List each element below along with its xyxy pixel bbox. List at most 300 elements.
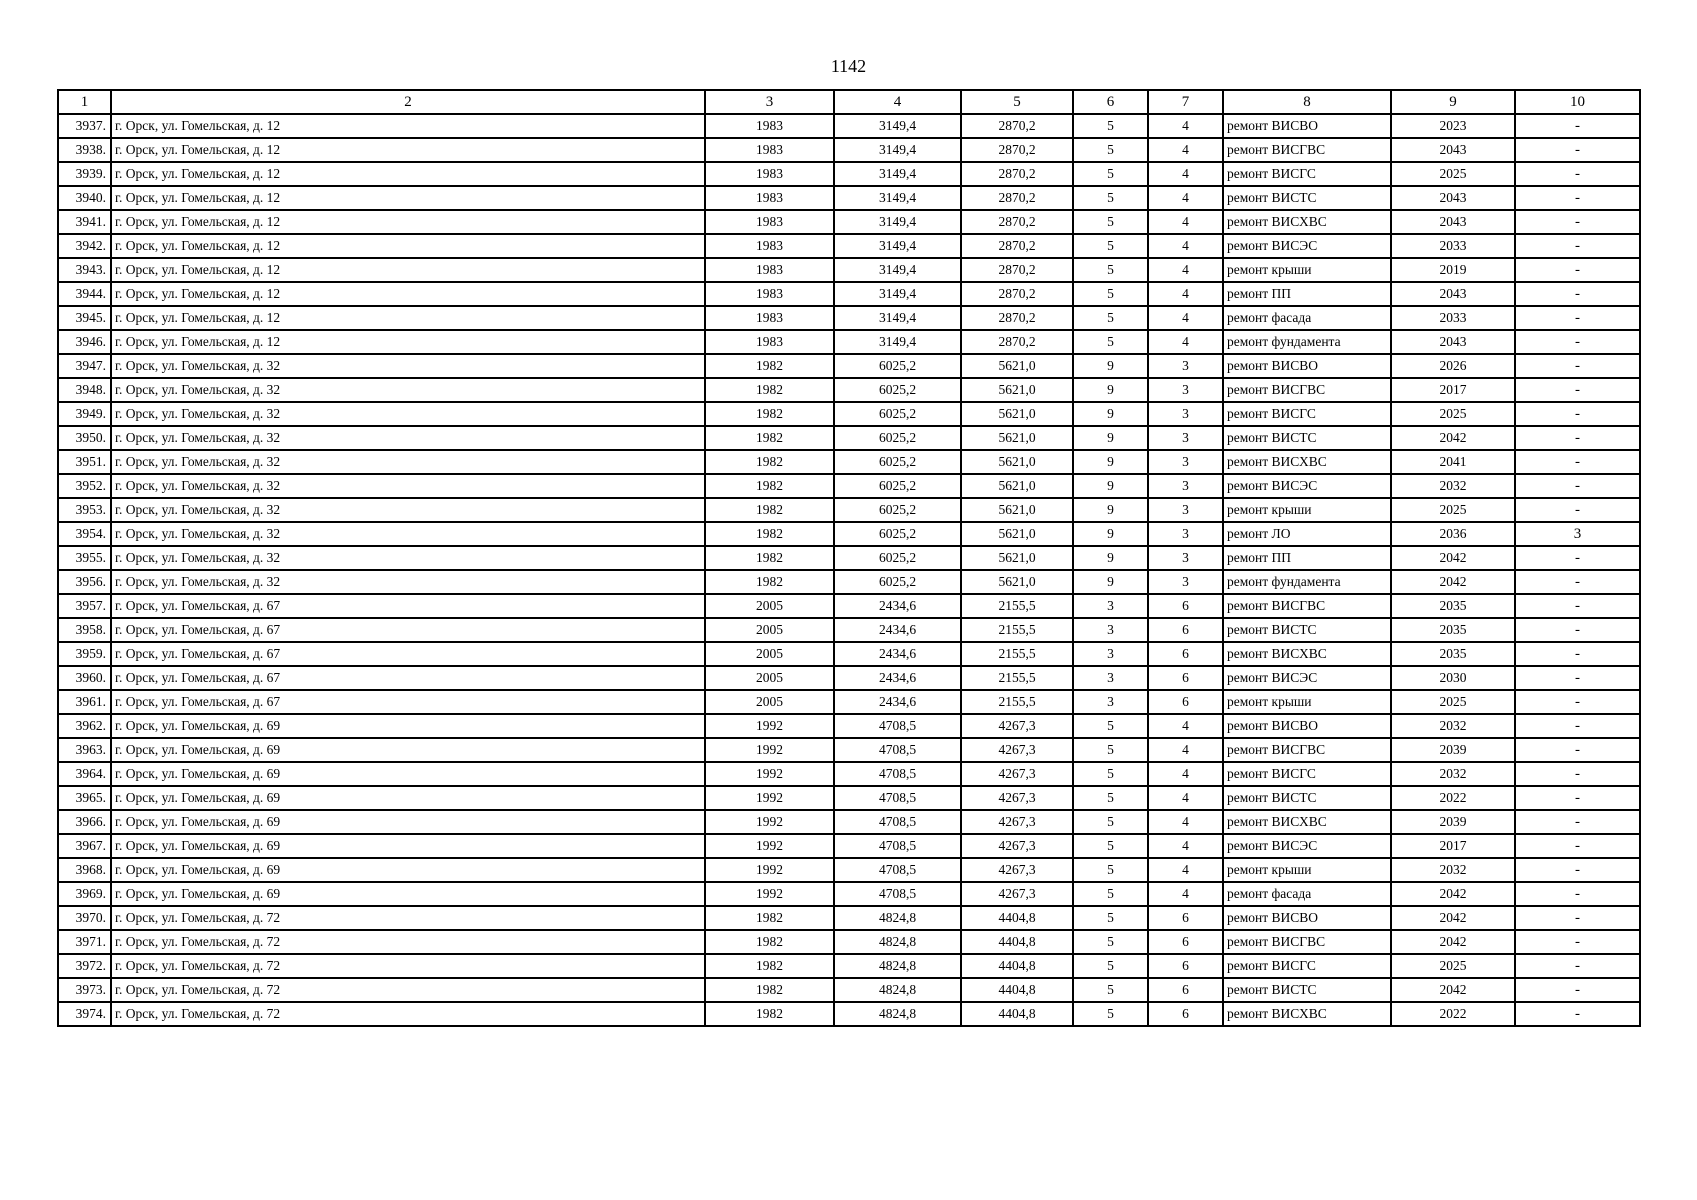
note-cell: - [1515, 810, 1640, 834]
total-area-cell: 3149,4 [834, 234, 961, 258]
entrances-cell: 4 [1148, 138, 1223, 162]
entrances-cell: 3 [1148, 354, 1223, 378]
entrances-cell: 4 [1148, 114, 1223, 138]
row-number-cell: 3948. [58, 378, 111, 402]
build-year-cell: 1982 [705, 426, 834, 450]
note-cell: - [1515, 402, 1640, 426]
floors-cell: 3 [1073, 594, 1148, 618]
note-cell: - [1515, 786, 1640, 810]
floors-cell: 5 [1073, 258, 1148, 282]
floors-cell: 5 [1073, 306, 1148, 330]
address-cell: г. Орск, ул. Гомельская, д. 12 [111, 330, 705, 354]
note-cell: - [1515, 354, 1640, 378]
build-year-cell: 1983 [705, 138, 834, 162]
planned-year-cell: 2032 [1391, 474, 1515, 498]
address-cell: г. Орск, ул. Гомельская, д. 12 [111, 114, 705, 138]
work-type-cell: ремонт ЛО [1223, 522, 1391, 546]
column-header: 10 [1515, 90, 1640, 114]
address-cell: г. Орск, ул. Гомельская, д. 12 [111, 282, 705, 306]
total-area-cell: 3149,4 [834, 330, 961, 354]
work-type-cell: ремонт ВИСГС [1223, 954, 1391, 978]
living-area-cell: 4404,8 [961, 978, 1073, 1002]
entrances-cell: 4 [1148, 858, 1223, 882]
table-row [58, 666, 1640, 690]
build-year-cell: 1992 [705, 786, 834, 810]
planned-year-cell: 2042 [1391, 978, 1515, 1002]
row-number-cell: 3965. [58, 786, 111, 810]
build-year-cell: 1992 [705, 738, 834, 762]
total-area-cell: 3149,4 [834, 282, 961, 306]
floors-cell: 9 [1073, 402, 1148, 426]
total-area-cell: 4824,8 [834, 954, 961, 978]
total-area-cell: 3149,4 [834, 138, 961, 162]
row-number-cell: 3968. [58, 858, 111, 882]
column-header: 4 [834, 90, 961, 114]
planned-year-cell: 2019 [1391, 258, 1515, 282]
address-cell: г. Орск, ул. Гомельская, д. 69 [111, 762, 705, 786]
work-type-cell: ремонт ВИСГС [1223, 162, 1391, 186]
living-area-cell: 2870,2 [961, 258, 1073, 282]
row-number-cell: 3950. [58, 426, 111, 450]
total-area-cell: 6025,2 [834, 354, 961, 378]
build-year-cell: 1992 [705, 714, 834, 738]
address-cell: г. Орск, ул. Гомельская, д. 32 [111, 570, 705, 594]
total-area-cell: 3149,4 [834, 210, 961, 234]
table-row [58, 882, 1640, 906]
entrances-cell: 4 [1148, 882, 1223, 906]
column-header: 2 [111, 90, 705, 114]
entrances-cell: 4 [1148, 306, 1223, 330]
table-row [58, 426, 1640, 450]
address-cell: г. Орск, ул. Гомельская, д. 32 [111, 450, 705, 474]
column-header: 3 [705, 90, 834, 114]
note-cell: - [1515, 186, 1640, 210]
row-number-cell: 3974. [58, 1002, 111, 1026]
total-area-cell: 3149,4 [834, 162, 961, 186]
work-type-cell: ремонт ВИСТС [1223, 186, 1391, 210]
work-type-cell: ремонт ВИСГВС [1223, 738, 1391, 762]
entrances-cell: 3 [1148, 546, 1223, 570]
floors-cell: 5 [1073, 978, 1148, 1002]
build-year-cell: 1983 [705, 306, 834, 330]
planned-year-cell: 2035 [1391, 618, 1515, 642]
floors-cell: 5 [1073, 282, 1148, 306]
entrances-cell: 6 [1148, 594, 1223, 618]
floors-cell: 5 [1073, 954, 1148, 978]
table-row [58, 402, 1640, 426]
row-number-cell: 3953. [58, 498, 111, 522]
build-year-cell: 1983 [705, 330, 834, 354]
column-header: 8 [1223, 90, 1391, 114]
table-row [58, 570, 1640, 594]
table-row [58, 762, 1640, 786]
work-type-cell: ремонт ВИСЭС [1223, 666, 1391, 690]
work-type-cell: ремонт ВИСЭС [1223, 474, 1391, 498]
planned-year-cell: 2025 [1391, 162, 1515, 186]
address-cell: г. Орск, ул. Гомельская, д. 32 [111, 378, 705, 402]
entrances-cell: 4 [1148, 714, 1223, 738]
work-type-cell: ремонт фасада [1223, 306, 1391, 330]
total-area-cell: 6025,2 [834, 498, 961, 522]
build-year-cell: 1982 [705, 498, 834, 522]
entrances-cell: 3 [1148, 522, 1223, 546]
work-type-cell: ремонт ВИСХВС [1223, 210, 1391, 234]
column-header: 9 [1391, 90, 1515, 114]
entrances-cell: 4 [1148, 762, 1223, 786]
total-area-cell: 6025,2 [834, 522, 961, 546]
total-area-cell: 6025,2 [834, 474, 961, 498]
total-area-cell: 3149,4 [834, 114, 961, 138]
table-row [58, 282, 1640, 306]
work-type-cell: ремонт ПП [1223, 546, 1391, 570]
planned-year-cell: 2023 [1391, 114, 1515, 138]
entrances-cell: 4 [1148, 234, 1223, 258]
note-cell: - [1515, 306, 1640, 330]
entrances-cell: 4 [1148, 258, 1223, 282]
living-area-cell: 2155,5 [961, 618, 1073, 642]
total-area-cell: 4708,5 [834, 882, 961, 906]
build-year-cell: 1982 [705, 546, 834, 570]
entrances-cell: 6 [1148, 666, 1223, 690]
planned-year-cell: 2043 [1391, 330, 1515, 354]
column-header: 5 [961, 90, 1073, 114]
note-cell: - [1515, 426, 1640, 450]
row-number-cell: 3972. [58, 954, 111, 978]
note-cell: - [1515, 738, 1640, 762]
work-type-cell: ремонт ВИСГВС [1223, 930, 1391, 954]
floors-cell: 5 [1073, 786, 1148, 810]
note-cell: - [1515, 546, 1640, 570]
entrances-cell: 3 [1148, 402, 1223, 426]
living-area-cell: 5621,0 [961, 426, 1073, 450]
note-cell: - [1515, 234, 1640, 258]
planned-year-cell: 2035 [1391, 642, 1515, 666]
work-type-cell: ремонт крыши [1223, 258, 1391, 282]
living-area-cell: 2870,2 [961, 210, 1073, 234]
entrances-cell: 4 [1148, 330, 1223, 354]
work-type-cell: ремонт ВИСХВС [1223, 642, 1391, 666]
entrances-cell: 4 [1148, 162, 1223, 186]
build-year-cell: 1992 [705, 834, 834, 858]
work-type-cell: ремонт фундамента [1223, 330, 1391, 354]
address-cell: г. Орск, ул. Гомельская, д. 32 [111, 354, 705, 378]
row-number-cell: 3949. [58, 402, 111, 426]
living-area-cell: 2870,2 [961, 306, 1073, 330]
row-number-cell: 3945. [58, 306, 111, 330]
build-year-cell: 2005 [705, 642, 834, 666]
total-area-cell: 6025,2 [834, 450, 961, 474]
note-cell: - [1515, 690, 1640, 714]
floors-cell: 3 [1073, 618, 1148, 642]
table-row [58, 858, 1640, 882]
planned-year-cell: 2017 [1391, 378, 1515, 402]
row-number-cell: 3951. [58, 450, 111, 474]
work-type-cell: ремонт крыши [1223, 498, 1391, 522]
row-number-cell: 3944. [58, 282, 111, 306]
living-area-cell: 2870,2 [961, 282, 1073, 306]
column-header: 1 [58, 90, 111, 114]
floors-cell: 5 [1073, 762, 1148, 786]
table-row [58, 186, 1640, 210]
build-year-cell: 1982 [705, 570, 834, 594]
planned-year-cell: 2039 [1391, 738, 1515, 762]
build-year-cell: 1983 [705, 186, 834, 210]
living-area-cell: 5621,0 [961, 450, 1073, 474]
build-year-cell: 1982 [705, 402, 834, 426]
note-cell: - [1515, 642, 1640, 666]
row-number-cell: 3967. [58, 834, 111, 858]
address-cell: г. Орск, ул. Гомельская, д. 69 [111, 810, 705, 834]
total-area-cell: 4708,5 [834, 738, 961, 762]
note-cell: - [1515, 1002, 1640, 1026]
living-area-cell: 4267,3 [961, 858, 1073, 882]
note-cell: - [1515, 954, 1640, 978]
work-type-cell: ремонт ВИСГВС [1223, 594, 1391, 618]
table-row [58, 618, 1640, 642]
entrances-cell: 4 [1148, 786, 1223, 810]
planned-year-cell: 2043 [1391, 186, 1515, 210]
note-cell: - [1515, 834, 1640, 858]
note-cell: - [1515, 498, 1640, 522]
address-cell: г. Орск, ул. Гомельская, д. 69 [111, 786, 705, 810]
row-number-cell: 3973. [58, 978, 111, 1002]
address-cell: г. Орск, ул. Гомельская, д. 32 [111, 498, 705, 522]
living-area-cell: 2870,2 [961, 234, 1073, 258]
work-type-cell: ремонт ВИСГС [1223, 762, 1391, 786]
build-year-cell: 1982 [705, 978, 834, 1002]
planned-year-cell: 2032 [1391, 858, 1515, 882]
note-cell: - [1515, 858, 1640, 882]
living-area-cell: 4267,3 [961, 714, 1073, 738]
living-area-cell: 4404,8 [961, 954, 1073, 978]
entrances-cell: 6 [1148, 930, 1223, 954]
note-cell: - [1515, 714, 1640, 738]
living-area-cell: 5621,0 [961, 474, 1073, 498]
table-row [58, 834, 1640, 858]
planned-year-cell: 2025 [1391, 954, 1515, 978]
note-cell: - [1515, 258, 1640, 282]
floors-cell: 9 [1073, 354, 1148, 378]
row-number-cell: 3954. [58, 522, 111, 546]
build-year-cell: 1982 [705, 930, 834, 954]
living-area-cell: 4267,3 [961, 882, 1073, 906]
entrances-cell: 6 [1148, 690, 1223, 714]
address-cell: г. Орск, ул. Гомельская, д. 12 [111, 138, 705, 162]
floors-cell: 9 [1073, 498, 1148, 522]
total-area-cell: 4824,8 [834, 906, 961, 930]
living-area-cell: 2155,5 [961, 666, 1073, 690]
address-cell: г. Орск, ул. Гомельская, д. 67 [111, 690, 705, 714]
planned-year-cell: 2042 [1391, 882, 1515, 906]
address-cell: г. Орск, ул. Гомельская, д. 72 [111, 978, 705, 1002]
table-row [58, 642, 1640, 666]
work-type-cell: ремонт фасада [1223, 882, 1391, 906]
row-number-cell: 3955. [58, 546, 111, 570]
table-row [58, 930, 1640, 954]
entrances-cell: 4 [1148, 834, 1223, 858]
floors-cell: 9 [1073, 378, 1148, 402]
living-area-cell: 2870,2 [961, 162, 1073, 186]
table-row [58, 114, 1640, 138]
table-row [58, 258, 1640, 282]
work-type-cell: ремонт ВИСВО [1223, 906, 1391, 930]
planned-year-cell: 2033 [1391, 234, 1515, 258]
row-number-cell: 3939. [58, 162, 111, 186]
planned-year-cell: 2042 [1391, 426, 1515, 450]
floors-cell: 5 [1073, 738, 1148, 762]
planned-year-cell: 2043 [1391, 138, 1515, 162]
planned-year-cell: 2022 [1391, 786, 1515, 810]
work-type-cell: ремонт ВИСВО [1223, 714, 1391, 738]
note-cell: - [1515, 930, 1640, 954]
address-cell: г. Орск, ул. Гомельская, д. 32 [111, 546, 705, 570]
table-row [58, 738, 1640, 762]
living-area-cell: 5621,0 [961, 546, 1073, 570]
floors-cell: 9 [1073, 522, 1148, 546]
build-year-cell: 1982 [705, 378, 834, 402]
address-cell: г. Орск, ул. Гомельская, д. 12 [111, 210, 705, 234]
build-year-cell: 1983 [705, 282, 834, 306]
work-type-cell: ремонт ВИСВО [1223, 114, 1391, 138]
table-row [58, 786, 1640, 810]
note-cell: - [1515, 114, 1640, 138]
living-area-cell: 5621,0 [961, 378, 1073, 402]
living-area-cell: 4267,3 [961, 810, 1073, 834]
build-year-cell: 2005 [705, 594, 834, 618]
note-cell: - [1515, 906, 1640, 930]
work-type-cell: ремонт ВИСГВС [1223, 378, 1391, 402]
floors-cell: 5 [1073, 810, 1148, 834]
repair-schedule-table [57, 89, 1641, 1027]
row-number-cell: 3966. [58, 810, 111, 834]
table-row [58, 306, 1640, 330]
planned-year-cell: 2030 [1391, 666, 1515, 690]
floors-cell: 5 [1073, 714, 1148, 738]
planned-year-cell: 2036 [1391, 522, 1515, 546]
row-number-cell: 3958. [58, 618, 111, 642]
work-type-cell: ремонт крыши [1223, 690, 1391, 714]
floors-cell: 5 [1073, 1002, 1148, 1026]
address-cell: г. Орск, ул. Гомельская, д. 12 [111, 162, 705, 186]
build-year-cell: 1982 [705, 474, 834, 498]
row-number-cell: 3947. [58, 354, 111, 378]
row-number-cell: 3963. [58, 738, 111, 762]
work-type-cell: ремонт ВИСВО [1223, 354, 1391, 378]
row-number-cell: 3960. [58, 666, 111, 690]
note-cell: - [1515, 666, 1640, 690]
build-year-cell: 1992 [705, 858, 834, 882]
entrances-cell: 6 [1148, 906, 1223, 930]
row-number-cell: 3938. [58, 138, 111, 162]
floors-cell: 9 [1073, 474, 1148, 498]
work-type-cell: ремонт ВИСТС [1223, 978, 1391, 1002]
row-number-cell: 3946. [58, 330, 111, 354]
note-cell: - [1515, 162, 1640, 186]
entrances-cell: 4 [1148, 810, 1223, 834]
floors-cell: 5 [1073, 330, 1148, 354]
floors-cell: 5 [1073, 162, 1148, 186]
note-cell: - [1515, 450, 1640, 474]
column-header: 6 [1073, 90, 1148, 114]
living-area-cell: 2870,2 [961, 330, 1073, 354]
floors-cell: 5 [1073, 858, 1148, 882]
planned-year-cell: 2026 [1391, 354, 1515, 378]
living-area-cell: 5621,0 [961, 522, 1073, 546]
entrances-cell: 4 [1148, 210, 1223, 234]
entrances-cell: 4 [1148, 282, 1223, 306]
floors-cell: 9 [1073, 570, 1148, 594]
address-cell: г. Орск, ул. Гомельская, д. 67 [111, 594, 705, 618]
floors-cell: 5 [1073, 834, 1148, 858]
living-area-cell: 5621,0 [961, 498, 1073, 522]
entrances-cell: 3 [1148, 474, 1223, 498]
build-year-cell: 1983 [705, 258, 834, 282]
build-year-cell: 1983 [705, 114, 834, 138]
total-area-cell: 4824,8 [834, 978, 961, 1002]
planned-year-cell: 2025 [1391, 402, 1515, 426]
floors-cell: 5 [1073, 114, 1148, 138]
address-cell: г. Орск, ул. Гомельская, д. 12 [111, 234, 705, 258]
table-row [58, 594, 1640, 618]
total-area-cell: 6025,2 [834, 570, 961, 594]
work-type-cell: ремонт ВИСЭС [1223, 834, 1391, 858]
total-area-cell: 4708,5 [834, 786, 961, 810]
total-area-cell: 2434,6 [834, 690, 961, 714]
build-year-cell: 2005 [705, 690, 834, 714]
planned-year-cell: 2042 [1391, 906, 1515, 930]
address-cell: г. Орск, ул. Гомельская, д. 12 [111, 306, 705, 330]
table-row [58, 522, 1640, 546]
address-cell: г. Орск, ул. Гомельская, д. 69 [111, 858, 705, 882]
address-cell: г. Орск, ул. Гомельская, д. 32 [111, 402, 705, 426]
build-year-cell: 1982 [705, 450, 834, 474]
total-area-cell: 2434,6 [834, 666, 961, 690]
work-type-cell: ремонт ВИСТС [1223, 618, 1391, 642]
row-number-cell: 3952. [58, 474, 111, 498]
table-row [58, 378, 1640, 402]
planned-year-cell: 2042 [1391, 546, 1515, 570]
table-row [58, 330, 1640, 354]
note-cell: - [1515, 570, 1640, 594]
row-number-cell: 3959. [58, 642, 111, 666]
page-number: 1142 [830, 56, 867, 76]
row-number-cell: 3971. [58, 930, 111, 954]
living-area-cell: 5621,0 [961, 570, 1073, 594]
table-row [58, 162, 1640, 186]
table-row [58, 234, 1640, 258]
address-cell: г. Орск, ул. Гомельская, д. 67 [111, 618, 705, 642]
work-type-cell: ремонт ВИСТС [1223, 786, 1391, 810]
total-area-cell: 3149,4 [834, 306, 961, 330]
planned-year-cell: 2042 [1391, 930, 1515, 954]
floors-cell: 5 [1073, 186, 1148, 210]
table-row [58, 954, 1640, 978]
build-year-cell: 1992 [705, 762, 834, 786]
work-type-cell: ремонт ВИСТС [1223, 426, 1391, 450]
living-area-cell: 5621,0 [961, 354, 1073, 378]
table-row [58, 354, 1640, 378]
planned-year-cell: 2022 [1391, 1002, 1515, 1026]
note-cell: - [1515, 882, 1640, 906]
entrances-cell: 3 [1148, 426, 1223, 450]
note-cell: - [1515, 330, 1640, 354]
row-number-cell: 3940. [58, 186, 111, 210]
table-row [58, 138, 1640, 162]
build-year-cell: 1983 [705, 162, 834, 186]
floors-cell: 5 [1073, 906, 1148, 930]
living-area-cell: 5621,0 [961, 402, 1073, 426]
column-header: 7 [1148, 90, 1223, 114]
